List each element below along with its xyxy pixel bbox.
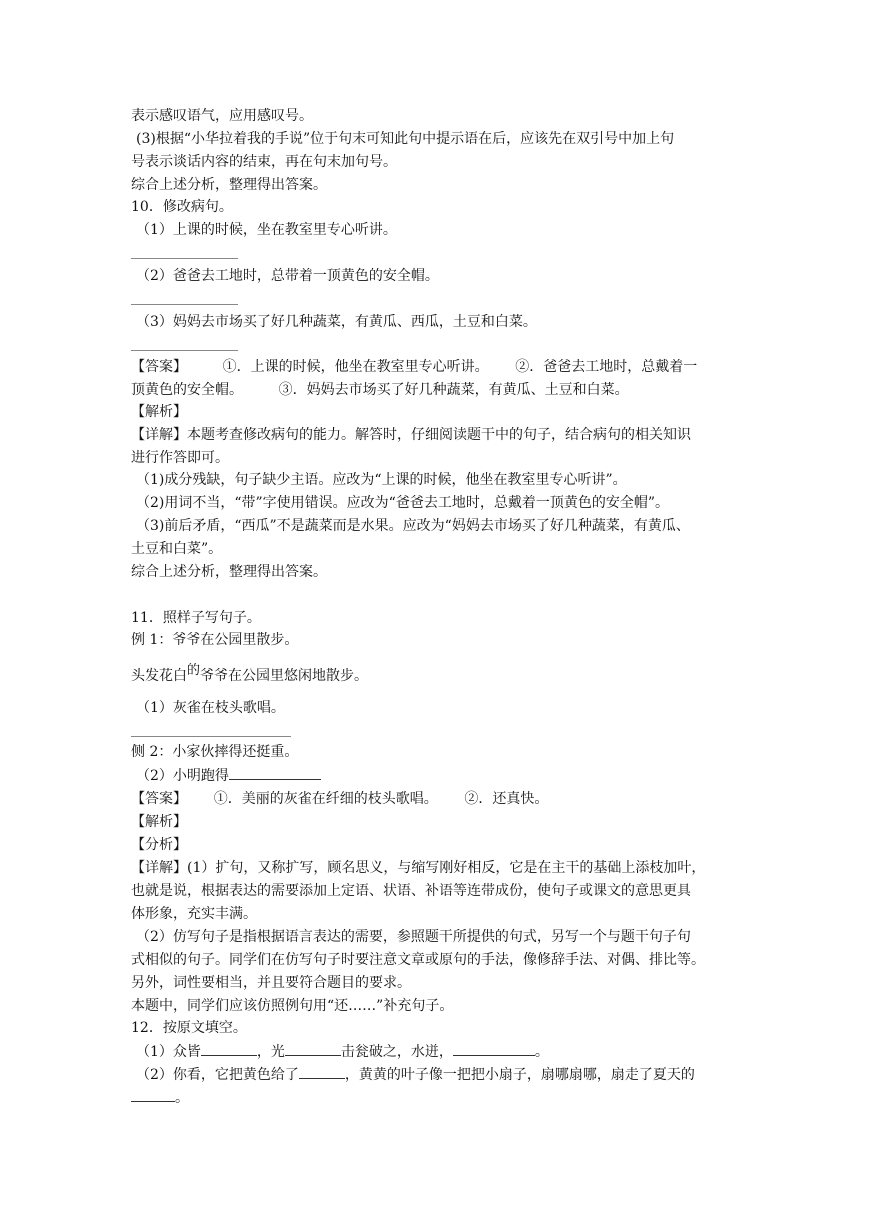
answer-blank-line: [131, 736, 291, 737]
question-item: [131, 1087, 189, 1108]
question-text: 。: [175, 1090, 189, 1106]
fill-blank: [201, 1041, 257, 1056]
fill-blank: [131, 1087, 175, 1102]
example-line: 例 1：爷爷在公园里散步。: [131, 632, 299, 648]
text-line: 综合上述分析，整理得出答案。: [131, 564, 327, 580]
answer-line: 【答案】 ①．上课的时候，他坐在教室里专心听讲。 ②．爸爸去工地时，总戴着一: [131, 359, 698, 375]
text-line: 表示感叹语气，应用感叹号。: [131, 108, 313, 124]
fill-blank: [299, 1064, 345, 1079]
question-text: 击瓮破之，水迸，: [340, 1044, 453, 1060]
answer-line: 顶黄色的安全帽。 ③．妈妈去市场买了好几种蔬菜，有黄瓜、土豆和白菜。: [131, 382, 629, 398]
question-text: 。: [534, 1044, 549, 1060]
example-text: 的: [187, 663, 201, 678]
analysis-label: 【解析】: [131, 404, 187, 420]
fill-blank: [453, 1041, 535, 1056]
question-item: [136, 765, 321, 786]
question-heading: 10．修改病句。: [131, 199, 233, 215]
text-line: 号表示谈话内容的结束，再在句末加句号。: [131, 154, 397, 170]
question-heading: 11．照样子写句子。: [131, 610, 261, 626]
example-text: 头发花白: [131, 668, 187, 684]
question-text: （2）你看，它把黄色给了: [136, 1067, 299, 1083]
answer-blank-line: [131, 258, 238, 259]
text-line: 也就是说，根据表达的需要添加上定语、状语、补语等连带成份，使句子或课文的意思更具: [131, 883, 691, 899]
answer-blank-line: [131, 350, 238, 351]
answer-line: 【答案】 ①．美丽的灰雀在纤细的枝头歌唱。 ②．还真快。: [131, 791, 549, 807]
example-line: 侧 2：小家伙摔得还挺重。: [131, 744, 299, 760]
question-text: （1）众皆: [136, 1044, 201, 1060]
text-line: 【详解】本题考查修改病句的能力。解答时，仔细阅读题干中的句子，结合病句的相关知识: [131, 427, 691, 443]
text-line: 土豆和白菜”。: [131, 541, 223, 557]
fill-blank: [285, 1041, 341, 1056]
example-text: 爷爷在公园里悠闲地散步。: [200, 668, 369, 684]
text-line: (3)根据“小华拉着我的手说”位于句末可知此句中提示语在后，应该先在双引号中加上句: [136, 131, 675, 147]
text-line: 【详解】(1）扩句，又称扩写，顾名思义，与缩写刚好相反，它是在主干的基础上添枝加叶，: [131, 860, 706, 876]
question-item: （1）上课的时候，坐在教室里专心听讲。: [136, 222, 397, 238]
question-text: ，光: [256, 1044, 285, 1060]
question-heading: 12．按原文填空。: [131, 1020, 247, 1036]
text-line: （3)前后矛盾，“西瓜”不是蔬菜而是水果。应改为“妈妈去市场买了好几种蔬菜，有黄瓜、: [136, 518, 690, 534]
question-item: （3）妈妈去市场买了好几种蔬菜，有黄瓜、西瓜，土豆和白菜。: [136, 314, 537, 330]
text-line: 综合上述分析，整理得出答案。: [131, 177, 327, 193]
question-item: （1）灰雀在枝头歌唱。: [136, 700, 285, 716]
question-text: ，黄黄的叶子像一把把小扇子，扇哪扇哪，扇走了夏天的: [344, 1067, 695, 1083]
text-line: （1)成分残缺，句子缺少主语。应改为“上课的时候，他坐在教室里专心听讲”。: [136, 472, 627, 488]
text-line: 进行作答即可。: [131, 450, 229, 466]
text-line: 体形象，充实丰满。: [131, 906, 257, 922]
question-item: [136, 1064, 695, 1085]
fill-blank: [229, 765, 321, 780]
example-line: [131, 663, 369, 687]
question-item: （2）爸爸去工地时，总带着一顶黄色的安全帽。: [136, 268, 439, 284]
text-line: （2）仿写句子是指根据语言表达的需要，参照题干所提供的句式，另写一个与题干句子句: [136, 929, 691, 945]
answer-blank-line: [131, 304, 238, 305]
text-line: 另外，词性要相当，并且要符合题目的要求。: [131, 975, 411, 991]
analysis-label: 【解析】: [131, 814, 187, 830]
analysis-label: 【分析】: [131, 837, 187, 853]
text-line: 式相似的句子。同学们在仿写句子时要注意文章或原句的手法，像修辞手法、对偶、排比等。: [131, 952, 705, 968]
text-line: （2)用词不当，“带”字使用错误。应改为“爸爸去工地时，总戴着一顶黄色的安全帽”。: [136, 495, 669, 511]
text-line: 本题中，同学们应该仿照例句用“还……”补充句子。: [131, 998, 454, 1014]
question-item: [136, 1041, 549, 1062]
question-text: （2）小明跑得: [136, 768, 229, 784]
